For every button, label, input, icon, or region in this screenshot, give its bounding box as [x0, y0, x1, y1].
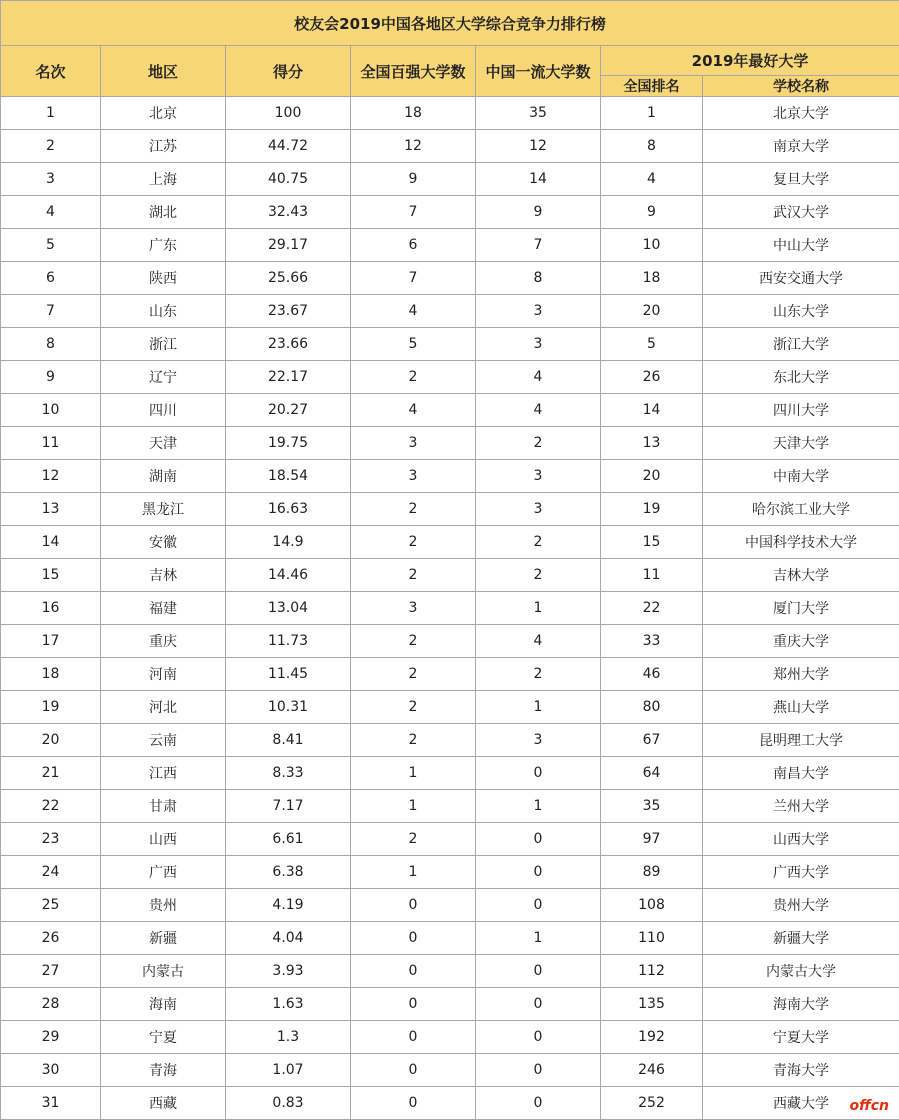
cell-national-rank: 9	[601, 196, 703, 229]
cell-score: 18.54	[226, 460, 351, 493]
cell-school-name: 四川大学	[703, 394, 899, 427]
cell-score: 11.45	[226, 658, 351, 691]
cell-region: 四川	[101, 394, 226, 427]
cell-rank: 5	[1, 229, 101, 262]
cell-score: 6.38	[226, 856, 351, 889]
cell-score: 19.75	[226, 427, 351, 460]
cell-top100: 7	[351, 196, 476, 229]
table-row	[1, 658, 899, 691]
cell-region: 湖南	[101, 460, 226, 493]
cell-national-rank: 64	[601, 757, 703, 790]
cell-top100: 1	[351, 856, 476, 889]
cell-school-name: 天津大学	[703, 427, 899, 460]
cell-top100: 0	[351, 955, 476, 988]
cell-rank: 3	[1, 163, 101, 196]
header-first-class: 中国一流大学数	[476, 46, 601, 97]
cell-score: 100	[226, 97, 351, 130]
table-row	[1, 856, 899, 889]
cell-top100: 0	[351, 922, 476, 955]
cell-region: 广西	[101, 856, 226, 889]
cell-school-name: 贵州大学	[703, 889, 899, 922]
cell-school-name: 宁夏大学	[703, 1021, 899, 1054]
cell-national-rank: 18	[601, 262, 703, 295]
cell-region: 甘肃	[101, 790, 226, 823]
cell-top100: 4	[351, 394, 476, 427]
cell-score: 7.17	[226, 790, 351, 823]
table-row	[1, 955, 899, 988]
cell-national-rank: 46	[601, 658, 703, 691]
cell-region: 宁夏	[101, 1021, 226, 1054]
cell-first-class: 3	[476, 328, 601, 361]
cell-top100: 1	[351, 790, 476, 823]
cell-first-class: 4	[476, 625, 601, 658]
cell-top100: 9	[351, 163, 476, 196]
table-row	[1, 691, 899, 724]
cell-first-class: 3	[476, 493, 601, 526]
cell-national-rank: 10	[601, 229, 703, 262]
cell-national-rank: 14	[601, 394, 703, 427]
cell-rank: 7	[1, 295, 101, 328]
cell-score: 0.83	[226, 1087, 351, 1120]
cell-national-rank: 135	[601, 988, 703, 1021]
cell-school-name: 吉林大学	[703, 559, 899, 592]
table-row	[1, 295, 899, 328]
cell-national-rank: 110	[601, 922, 703, 955]
table-row	[1, 130, 899, 163]
cell-top100: 2	[351, 526, 476, 559]
cell-region: 天津	[101, 427, 226, 460]
cell-score: 1.07	[226, 1054, 351, 1087]
cell-school-name: 北京大学	[703, 97, 899, 130]
cell-region: 西藏	[101, 1087, 226, 1120]
table-row	[1, 724, 899, 757]
cell-first-class: 0	[476, 889, 601, 922]
header-score: 得分	[226, 46, 351, 97]
table-row	[1, 922, 899, 955]
cell-top100: 2	[351, 493, 476, 526]
cell-region: 海南	[101, 988, 226, 1021]
cell-top100: 2	[351, 625, 476, 658]
cell-rank: 29	[1, 1021, 101, 1054]
cell-score: 8.33	[226, 757, 351, 790]
table-row	[1, 460, 899, 493]
cell-rank: 18	[1, 658, 101, 691]
cell-region: 江苏	[101, 130, 226, 163]
cell-rank: 19	[1, 691, 101, 724]
cell-first-class: 12	[476, 130, 601, 163]
cell-school-name: 复旦大学	[703, 163, 899, 196]
cell-score: 1.63	[226, 988, 351, 1021]
table-row	[1, 394, 899, 427]
cell-national-rank: 80	[601, 691, 703, 724]
cell-score: 29.17	[226, 229, 351, 262]
cell-rank: 9	[1, 361, 101, 394]
cell-rank: 24	[1, 856, 101, 889]
cell-first-class: 1	[476, 691, 601, 724]
cell-rank: 15	[1, 559, 101, 592]
cell-score: 22.17	[226, 361, 351, 394]
cell-national-rank: 13	[601, 427, 703, 460]
cell-school-name: 浙江大学	[703, 328, 899, 361]
cell-school-name: 南京大学	[703, 130, 899, 163]
cell-score: 16.63	[226, 493, 351, 526]
cell-national-rank: 112	[601, 955, 703, 988]
cell-top100: 0	[351, 1054, 476, 1087]
cell-first-class: 35	[476, 97, 601, 130]
cell-national-rank: 89	[601, 856, 703, 889]
cell-top100: 2	[351, 361, 476, 394]
cell-rank: 26	[1, 922, 101, 955]
cell-national-rank: 1	[601, 97, 703, 130]
cell-rank: 8	[1, 328, 101, 361]
cell-first-class: 7	[476, 229, 601, 262]
cell-national-rank: 5	[601, 328, 703, 361]
cell-top100: 18	[351, 97, 476, 130]
cell-top100: 3	[351, 427, 476, 460]
cell-score: 1.3	[226, 1021, 351, 1054]
cell-score: 8.41	[226, 724, 351, 757]
cell-region: 重庆	[101, 625, 226, 658]
cell-national-rank: 15	[601, 526, 703, 559]
cell-school-name: 东北大学	[703, 361, 899, 394]
cell-first-class: 9	[476, 196, 601, 229]
table-row	[1, 163, 899, 196]
table-row	[1, 361, 899, 394]
cell-school-name: 西藏大学	[703, 1087, 899, 1120]
table-row	[1, 757, 899, 790]
watermark-logo: offcn	[849, 1098, 889, 1114]
cell-first-class: 0	[476, 1021, 601, 1054]
cell-school-name: 西安交通大学	[703, 262, 899, 295]
cell-school-name: 山西大学	[703, 823, 899, 856]
cell-first-class: 2	[476, 427, 601, 460]
cell-rank: 16	[1, 592, 101, 625]
cell-school-name: 武汉大学	[703, 196, 899, 229]
cell-national-rank: 97	[601, 823, 703, 856]
cell-top100: 0	[351, 1021, 476, 1054]
cell-rank: 25	[1, 889, 101, 922]
cell-score: 23.67	[226, 295, 351, 328]
cell-top100: 5	[351, 328, 476, 361]
cell-region: 上海	[101, 163, 226, 196]
cell-rank: 30	[1, 1054, 101, 1087]
cell-national-rank: 4	[601, 163, 703, 196]
cell-top100: 0	[351, 1087, 476, 1120]
cell-school-name: 昆明理工大学	[703, 724, 899, 757]
cell-score: 20.27	[226, 394, 351, 427]
cell-rank: 12	[1, 460, 101, 493]
cell-top100: 6	[351, 229, 476, 262]
cell-school-name: 广西大学	[703, 856, 899, 889]
cell-rank: 4	[1, 196, 101, 229]
cell-region: 辽宁	[101, 361, 226, 394]
cell-first-class: 1	[476, 922, 601, 955]
cell-school-name: 新疆大学	[703, 922, 899, 955]
cell-region: 浙江	[101, 328, 226, 361]
table-row	[1, 262, 899, 295]
header-top100: 全国百强大学数	[351, 46, 476, 97]
cell-region: 黑龙江	[101, 493, 226, 526]
cell-national-rank: 192	[601, 1021, 703, 1054]
cell-region: 福建	[101, 592, 226, 625]
table-row	[1, 823, 899, 856]
table-row	[1, 1021, 899, 1054]
table-row	[1, 988, 899, 1021]
cell-rank: 20	[1, 724, 101, 757]
table-row	[1, 427, 899, 460]
cell-first-class: 0	[476, 955, 601, 988]
cell-top100: 0	[351, 988, 476, 1021]
table-row	[1, 592, 899, 625]
cell-school-name: 中山大学	[703, 229, 899, 262]
cell-school-name: 重庆大学	[703, 625, 899, 658]
cell-first-class: 1	[476, 790, 601, 823]
cell-school-name: 郑州大学	[703, 658, 899, 691]
cell-school-name: 山东大学	[703, 295, 899, 328]
cell-first-class: 8	[476, 262, 601, 295]
cell-national-rank: 35	[601, 790, 703, 823]
cell-region: 新疆	[101, 922, 226, 955]
cell-top100: 2	[351, 724, 476, 757]
cell-rank: 2	[1, 130, 101, 163]
cell-region: 贵州	[101, 889, 226, 922]
cell-top100: 2	[351, 691, 476, 724]
cell-top100: 3	[351, 592, 476, 625]
cell-rank: 28	[1, 988, 101, 1021]
cell-first-class: 4	[476, 394, 601, 427]
cell-first-class: 4	[476, 361, 601, 394]
cell-school-name: 中南大学	[703, 460, 899, 493]
cell-region: 吉林	[101, 559, 226, 592]
cell-first-class: 2	[476, 559, 601, 592]
cell-top100: 0	[351, 889, 476, 922]
cell-rank: 27	[1, 955, 101, 988]
cell-national-rank: 8	[601, 130, 703, 163]
cell-first-class: 0	[476, 1087, 601, 1120]
cell-school-name: 燕山大学	[703, 691, 899, 724]
cell-school-name: 哈尔滨工业大学	[703, 493, 899, 526]
cell-school-name: 中国科学技术大学	[703, 526, 899, 559]
table-row	[1, 328, 899, 361]
cell-first-class: 3	[476, 295, 601, 328]
cell-score: 4.19	[226, 889, 351, 922]
cell-school-name: 青海大学	[703, 1054, 899, 1087]
cell-rank: 11	[1, 427, 101, 460]
cell-first-class: 3	[476, 460, 601, 493]
cell-score: 23.66	[226, 328, 351, 361]
cell-score: 6.61	[226, 823, 351, 856]
table-row	[1, 559, 899, 592]
cell-region: 内蒙古	[101, 955, 226, 988]
cell-rank: 21	[1, 757, 101, 790]
cell-school-name: 兰州大学	[703, 790, 899, 823]
cell-first-class: 0	[476, 988, 601, 1021]
header-school-name: 学校名称	[703, 76, 899, 97]
cell-national-rank: 246	[601, 1054, 703, 1087]
cell-score: 25.66	[226, 262, 351, 295]
cell-region: 湖北	[101, 196, 226, 229]
cell-top100: 4	[351, 295, 476, 328]
cell-score: 44.72	[226, 130, 351, 163]
table-row	[1, 889, 899, 922]
cell-national-rank: 26	[601, 361, 703, 394]
cell-score: 13.04	[226, 592, 351, 625]
table-row	[1, 97, 899, 130]
cell-score: 14.9	[226, 526, 351, 559]
cell-rank: 6	[1, 262, 101, 295]
cell-region: 山东	[101, 295, 226, 328]
cell-national-rank: 11	[601, 559, 703, 592]
cell-region: 安徽	[101, 526, 226, 559]
cell-top100: 3	[351, 460, 476, 493]
cell-first-class: 0	[476, 856, 601, 889]
cell-rank: 23	[1, 823, 101, 856]
header-region: 地区	[101, 46, 226, 97]
table-row	[1, 196, 899, 229]
cell-first-class: 2	[476, 658, 601, 691]
table-row	[1, 625, 899, 658]
cell-score: 10.31	[226, 691, 351, 724]
table-row	[1, 1087, 899, 1120]
cell-rank: 10	[1, 394, 101, 427]
header-rank: 名次	[1, 46, 101, 97]
cell-national-rank: 20	[601, 295, 703, 328]
cell-national-rank: 20	[601, 460, 703, 493]
cell-top100: 12	[351, 130, 476, 163]
cell-top100: 2	[351, 823, 476, 856]
cell-region: 陕西	[101, 262, 226, 295]
cell-score: 3.93	[226, 955, 351, 988]
cell-rank: 13	[1, 493, 101, 526]
cell-national-rank: 108	[601, 889, 703, 922]
cell-region: 青海	[101, 1054, 226, 1087]
cell-national-rank: 19	[601, 493, 703, 526]
cell-national-rank: 22	[601, 592, 703, 625]
cell-score: 32.43	[226, 196, 351, 229]
cell-first-class: 14	[476, 163, 601, 196]
cell-first-class: 0	[476, 823, 601, 856]
cell-first-class: 2	[476, 526, 601, 559]
cell-top100: 1	[351, 757, 476, 790]
cell-first-class: 0	[476, 1054, 601, 1087]
cell-rank: 22	[1, 790, 101, 823]
cell-region: 江西	[101, 757, 226, 790]
cell-region: 云南	[101, 724, 226, 757]
cell-school-name: 内蒙古大学	[703, 955, 899, 988]
cell-score: 4.04	[226, 922, 351, 955]
cell-school-name: 南昌大学	[703, 757, 899, 790]
cell-national-rank: 33	[601, 625, 703, 658]
cell-national-rank: 252	[601, 1087, 703, 1120]
table-row	[1, 493, 899, 526]
cell-score: 40.75	[226, 163, 351, 196]
table-title: 校友会2019中国各地区大学综合竞争力排行榜	[1, 1, 899, 46]
cell-first-class: 3	[476, 724, 601, 757]
cell-top100: 7	[351, 262, 476, 295]
cell-region: 河北	[101, 691, 226, 724]
cell-rank: 14	[1, 526, 101, 559]
cell-rank: 31	[1, 1087, 101, 1120]
cell-region: 河南	[101, 658, 226, 691]
table-row	[1, 229, 899, 262]
cell-rank: 17	[1, 625, 101, 658]
header-national-rank: 全国排名	[601, 76, 703, 97]
cell-national-rank: 67	[601, 724, 703, 757]
cell-region: 广东	[101, 229, 226, 262]
table-row	[1, 1054, 899, 1087]
cell-score: 11.73	[226, 625, 351, 658]
cell-region: 山西	[101, 823, 226, 856]
cell-top100: 2	[351, 658, 476, 691]
table-row	[1, 790, 899, 823]
cell-region: 北京	[101, 97, 226, 130]
cell-rank: 1	[1, 97, 101, 130]
cell-school-name: 海南大学	[703, 988, 899, 1021]
cell-score: 14.46	[226, 559, 351, 592]
cell-first-class: 1	[476, 592, 601, 625]
header-best-university-group: 2019年最好大学	[601, 46, 899, 76]
cell-school-name: 厦门大学	[703, 592, 899, 625]
table-body	[1, 97, 899, 1120]
table-row	[1, 526, 899, 559]
cell-top100: 2	[351, 559, 476, 592]
cell-first-class: 0	[476, 757, 601, 790]
